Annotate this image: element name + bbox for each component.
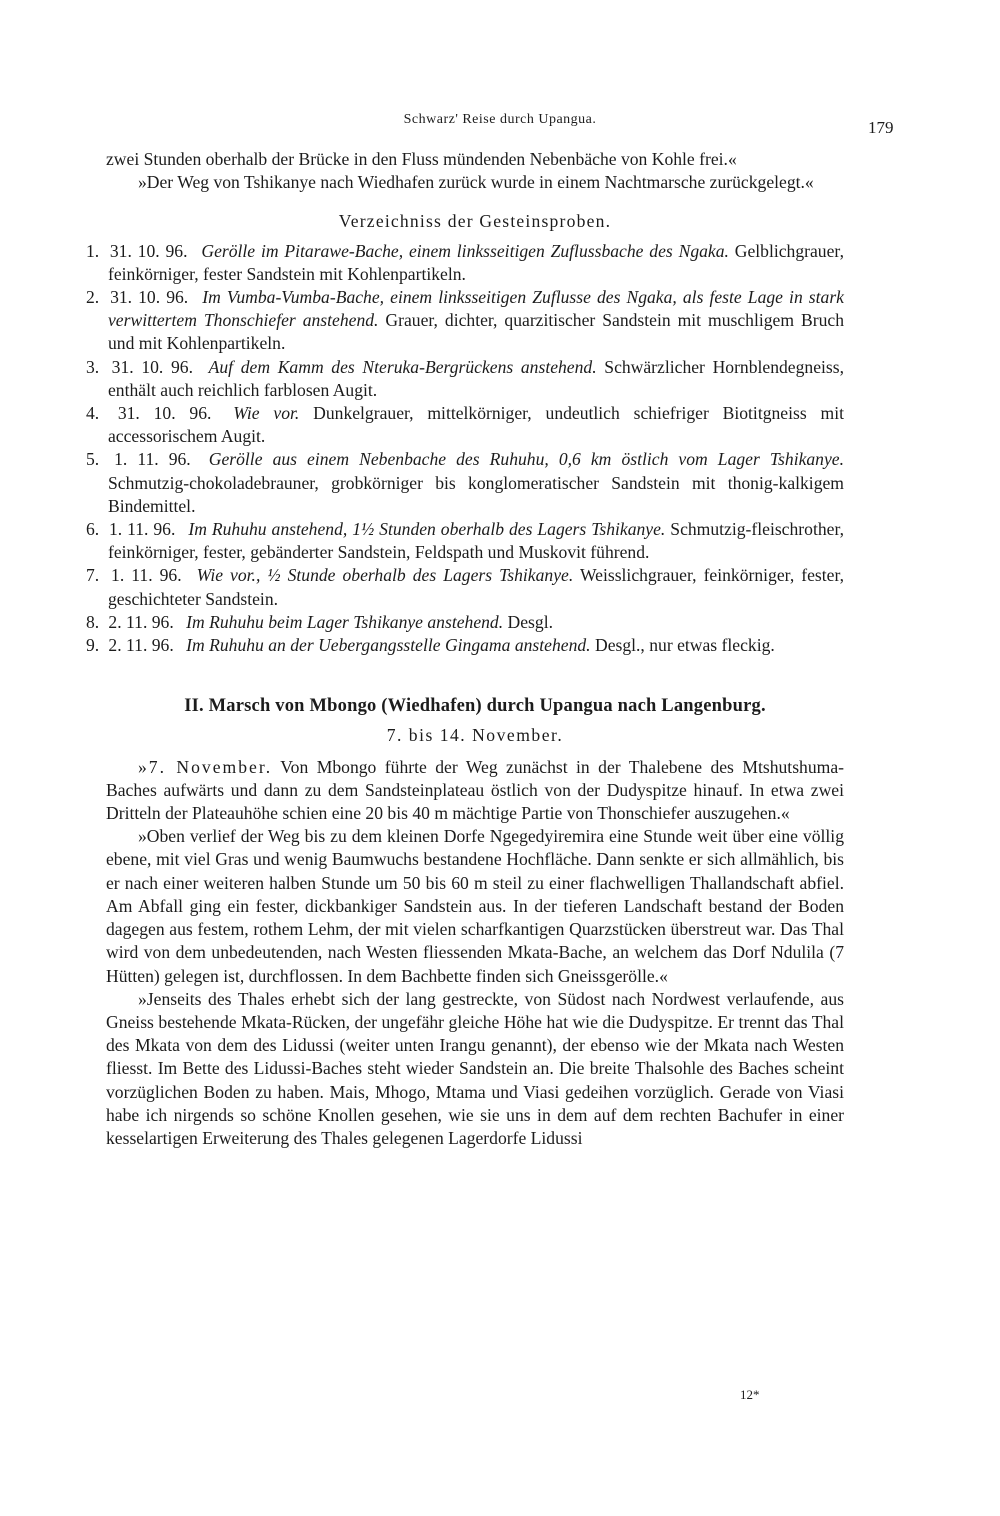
specimen-description: Schmutzig-chokoladebrauner, grobkörniger bis konglomeratischer Sandstein mit thonig-kalkigem Bindemittel.: [108, 472, 844, 516]
page-body: [86, 148, 845, 1150]
specimen-number: 7.: [86, 565, 100, 586]
specimen-date: 1. 11. 96.: [108, 519, 176, 540]
specimen-locality: Im Ruhuhu an der Uebergangsstelle Gingama anstehend.: [186, 635, 591, 656]
specimen-locality: Im Ruhuhu anstehend, 1½ Stunden oberhalb des Lagers Tshikanye.: [188, 519, 666, 540]
specimen-item: [86, 448, 844, 518]
specimen-description: Weisslichgrauer, feinkörniger, fester, geschichteter Sandstein.: [108, 565, 845, 609]
section-title: II. Marsch von Mbongo (Wiedhafen) durch Upangua nach Langenburg.: [184, 696, 766, 717]
specimen-item: [86, 356, 845, 402]
specimen-description: Desgl., nur etwas fleckig.: [594, 635, 775, 656]
specimen-number: 2.: [86, 287, 100, 308]
specimen-date: 31. 10. 96.: [117, 403, 212, 424]
specimen-locality: Im Ruhuhu beim Lager Tshikanye anstehend.: [186, 611, 504, 632]
specimen-item: [86, 518, 844, 564]
specimen-description: Gelblichgrauer, feinkörniger, fester Sandstein mit Kohlenpartikeln.: [108, 240, 844, 284]
specimen-locality: Auf dem Kamm des Nteruka-Bergrückens anstehend.: [208, 356, 597, 377]
specimen-description: Dunkelgrauer, mittelkörniger, undeutlich schiefriger Biotitgneiss mit accessorischem Augit.: [108, 403, 844, 447]
specimen-date: 31. 10. 96.: [111, 356, 193, 377]
section-paragraph-3: »Jenseits des Thales erhebt sich der lang gestreckte, von Südost nach Nordwest verlaufende, aus Gneiss bestehende Mkata-Rücken, der ungefähr gleiche Höhe hat wie die Dudyspitze. Er trennt das Thal des Mkata von dem des Lidussi (weiter unten Irangu genannt), der ebenso wie der Mkata nach Westen fliesst. Im Bette des Lidussi-Baches steht wieder Sandstein an. Die breite Thalsohle des Baches scheint vorzüglichen Boden zu haben. Mais, Mhogo, Mtama und Viasi gedeihen vorzüglich. Gerade von Viasi habe ich nirgends so schöne Knollen gesehen, wie sie uns in dem auf dem rechten Bachufer in einer kesselartigen Erweiterung des Thales gelegenen Lagerdorfe Lidussi: [106, 988, 844, 1148]
specimen-locality: Gerölle im Pitarawe-Bache, einem linksseitigen Zuflussbache des Ngaka.: [201, 240, 729, 261]
specimen-number: 9.: [86, 635, 100, 656]
specimen-date: 31. 10. 96.: [109, 240, 188, 261]
specimen-item: [86, 240, 844, 286]
section-dates: 7. bis 14. November.: [386, 725, 564, 746]
specimen-date: 2. 11. 96.: [108, 611, 174, 632]
specimen-list: [86, 240, 845, 658]
intro-paragraph-2: »Der Weg von Tshikanye nach Wiedhafen zurück wurde in einem Nachtmarsche zurückgelegt.«: [138, 172, 814, 193]
paragraph-lead: »7. November.: [138, 756, 273, 777]
specimen-list-heading: Verzeichniss der Gesteinsproben.: [338, 211, 612, 232]
specimen-locality: Gerölle aus einem Nebenbache des Ruhuhu, 0,6 km östlich vom Lager Tshikanye.: [208, 449, 844, 470]
specimen-number: 4.: [86, 403, 100, 424]
specimen-item: [86, 634, 844, 657]
specimen-description: Schwärzlicher Hornblendegneiss, enthält auch reichlich farblosen Augit.: [108, 356, 845, 400]
specimen-item: [86, 611, 844, 634]
specimen-description: Grauer, dichter, quarzitischer Sandstein mit muschligem Bruch und mit Kohlenpartikeln.: [108, 310, 844, 354]
specimen-date: 2. 11. 96.: [108, 635, 174, 656]
specimen-description: Schmutzig-fleischrother, feinkörniger, fester, gebänderter Sandstein, Feldspath und Muskovit führend.: [108, 519, 844, 563]
specimen-number: 1.: [86, 240, 100, 261]
specimen-locality: Im Vumba-Vumba-Bache, einem linksseitigen Zuflusse des Ngaka, als feste Lage in stark verwittertem Thonschiefer anstehend.: [108, 287, 844, 331]
signature-mark: 12*: [740, 1387, 760, 1402]
specimen-description: Desgl.: [507, 611, 553, 632]
running-title: Schwarz' Reise durch Upangua.: [403, 112, 597, 127]
page-number: 179: [868, 118, 894, 137]
specimen-locality: Wie vor., ½ Stunde oberhalb des Lagers Tshikanye.: [196, 565, 574, 586]
specimen-number: 6.: [86, 519, 100, 540]
specimen-date: 31. 10. 96.: [110, 287, 189, 308]
specimen-item: [86, 564, 845, 610]
specimen-date: 1. 11. 96.: [114, 449, 191, 470]
section-paragraph-1: [106, 756, 844, 826]
specimen-number: 5.: [86, 449, 100, 470]
specimen-number: 3.: [86, 356, 100, 377]
paragraph-text: Von Mbongo führte der Weg zunächst in der Thalebene des Mtshutshuma-Baches aufwärts und dann zu dem Sandsteinplateau östlich von der Dudyspitze hinauf. In etwa zwei Dritteln der Plateauhöhe schien eine 20 bis 40 m mächtige Partie von Thonschiefer auszugehen.«: [106, 756, 844, 824]
specimen-item: [86, 286, 844, 356]
specimen-locality: Wie vor.: [233, 403, 300, 424]
section-paragraph-2: »Oben verlief der Weg bis zu dem kleinen Dorfe Ngegedyiremira eine Stunde weit über eine völlig ebene, mit viel Gras und wenig Baumwuchs bestandene Hochfläche. Dann senkte er sich allmählich, bis er nach einer weiteren halben Stunde um 50 bis 60 m steil zu einer flachwelligen Thallandschaft abfiel. Am Abfall ging ein fester, dickbankiger Sandstein aus. In der tieferen Landschaft bestand der Boden dagegen aus festem, rothem Lehm, der mit vielen scharfkantigen Quarzstücken überstreut war. Das Thal wird von dem unbedeutenden, nach Westen fliessenden Mkata-Bache, an welchem das Dorf Ndulila (7 Hütten) gelegen ist, durchflossen. In dem Bachbette finden sich Gneissgerölle.«: [106, 826, 844, 986]
specimen-date: 1. 11. 96.: [111, 565, 182, 586]
specimen-item: [86, 402, 844, 448]
intro-paragraph-1: zwei Stunden oberhalb der Brücke in den Fluss mündenden Nebenbäche von Kohle frei.«: [106, 149, 737, 169]
specimen-number: 8.: [86, 611, 100, 632]
